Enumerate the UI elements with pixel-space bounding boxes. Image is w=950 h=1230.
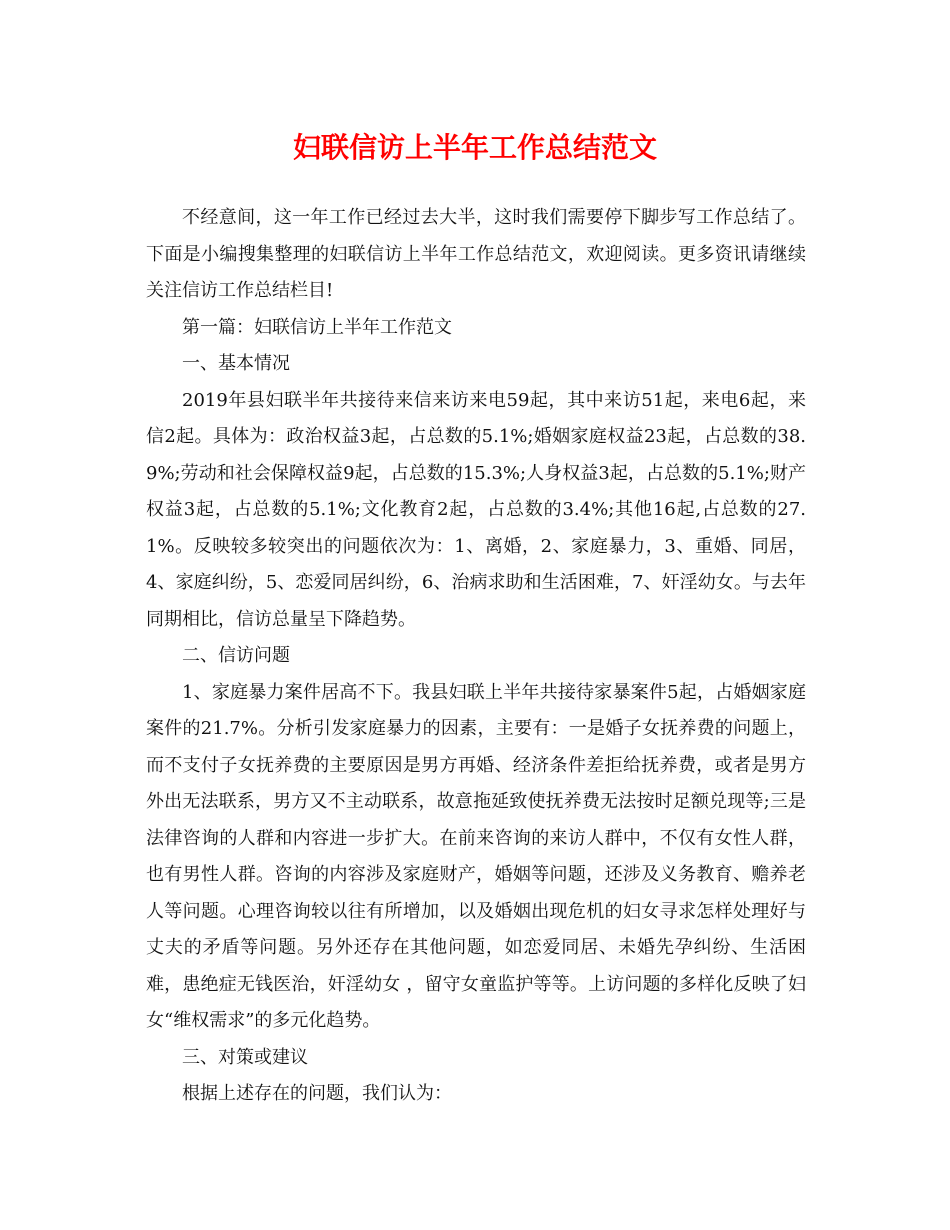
- statistics-paragraph: 2019年县妇联半年共接待来信来访来电59起，其中来访51起，来电6起，来信2起。具体为：政治权益3起，占总数的5.1%;婚姻家庭权益23起，占总数的38.9%;劳动和社会保障权益9起，占总数的15.3%;人身权益3起，占总数的5.1%;财产权益3起，占总数的5.1%;文化教育2起，占总数的3.4%;其他16起,占总数的27.1%。反映较多较突出的问题依次为：1、离婚，2、家庭暴力，3、重婚、同居，4、家庭纠纷，5、恋爱同居纠纷，6、治病求助和生活困难，7、奸淫幼女。与去年同期相比，信访总量呈下降趋势。: [146, 389, 806, 630]
- document-body: [146, 200, 806, 1113]
- section-heading-part-one: 第一篇：妇联信访上半年工作范文: [182, 316, 452, 338]
- section-heading-basic-situation: 一、基本情况: [182, 353, 290, 374]
- section-heading-countermeasures: 三、对策或建议: [182, 1046, 308, 1068]
- conclusion-lead-paragraph: 根据上述存在的问题，我们认为：: [182, 1083, 452, 1104]
- domestic-violence-paragraph: 1、家庭暴力案件居高不下。我县妇联上半年共接待家暴案件5起，占婚姻家庭案件的21.7%。分析引发家庭暴力的因素，主要有：一是婚子女抚养费的问题上，而不支付子女抚养费的主要原因是男方再婚、经济条件差拒给抚养费，或者是男方外出无法联系，男方又不主动联系，故意拖延致使抚养费无法按时足额兑现等;三是法律咨询的人群和内容进一步扩大。在前来咨询的来访人群中，不仅有女性人群，也有男性人群。咨询的内容涉及家庭财产，婚姻等问题，还涉及义务教育、赡养老人等问题。心理咨询较以往有所增加，以及婚姻出现危机的妇女寻求怎样处理好与丈夫的矛盾等问题。另外还存在其他问题，如恋爱同居、未婚先孕纠纷、生活困难，患绝症无钱医治，奸淫幼女 ，留守女童监护等等。上访问题的多样化反映了妇女“维权需求”的多元化趋势。: [146, 681, 806, 1031]
- intro-paragraph: 不经意间，这一年工作已经过去大半，这时我们需要停下脚步写工作总结了。下面是小编搜集整理的妇联信访上半年工作总结范文，欢迎阅读。更多资讯请继续关注信访工作总结栏目!: [146, 207, 806, 301]
- section-heading-petition-issues: 二、信访问题: [182, 645, 290, 666]
- document-title: 妇联信访上半年工作总结范文: [292, 131, 657, 164]
